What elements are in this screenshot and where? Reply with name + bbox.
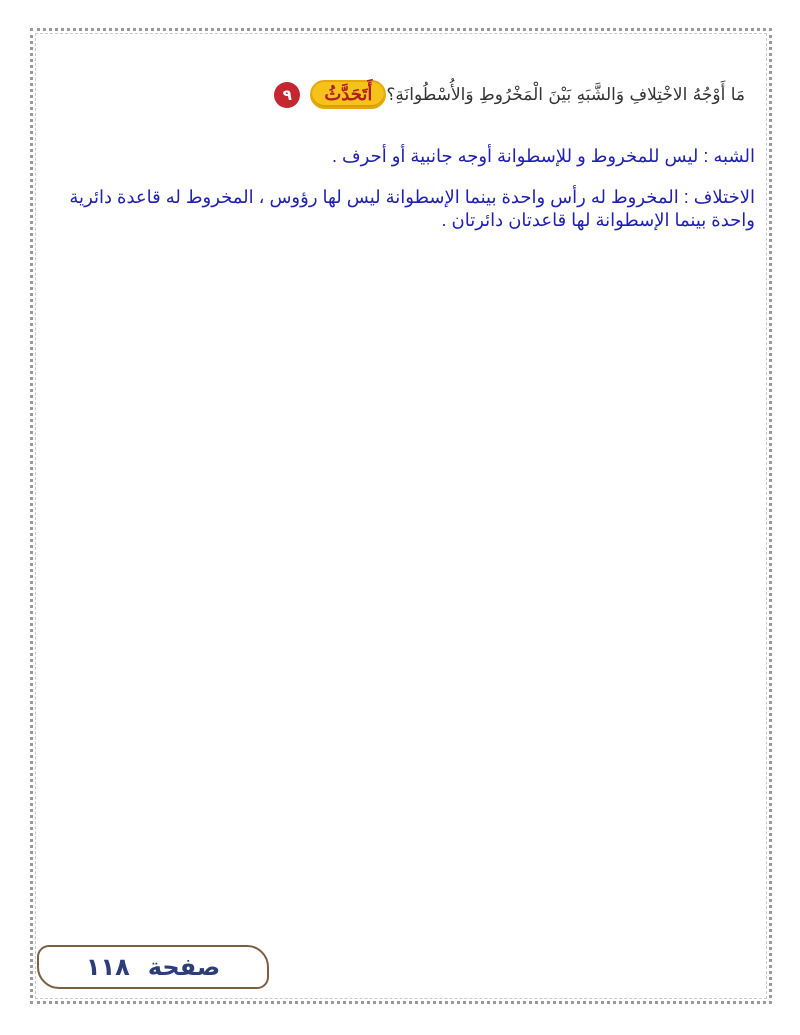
- page-number-label: [37, 945, 269, 989]
- talk-badge: أَتَحَدَّثُ: [310, 80, 386, 109]
- question-text: مَا أَوْجُهُ الاخْتِلافِ وَالشَّبَهِ بَيْنَ الْمَخْرُوطِ وَالأُسْطُوانَةِ؟: [386, 84, 745, 105]
- question-number: ٩: [274, 82, 300, 108]
- page-number: ١١٨: [85, 953, 130, 981]
- page-border: [30, 28, 772, 1004]
- similarity-answer: الشبه : ليس للمخروط و للإسطوانة أوجه جانبية أو أحرف .: [332, 146, 755, 166]
- difference-answer: الاختلاف : المخروط له رأس واحدة بينما الإسطوانة ليس لها رؤوس ، المخروط له قاعدة دائرية واحدة بينما الإسطوانة لها قاعدتان دائرتان .: [69, 187, 755, 230]
- page-word: صفحة: [147, 953, 221, 981]
- question-header: [260, 80, 745, 109]
